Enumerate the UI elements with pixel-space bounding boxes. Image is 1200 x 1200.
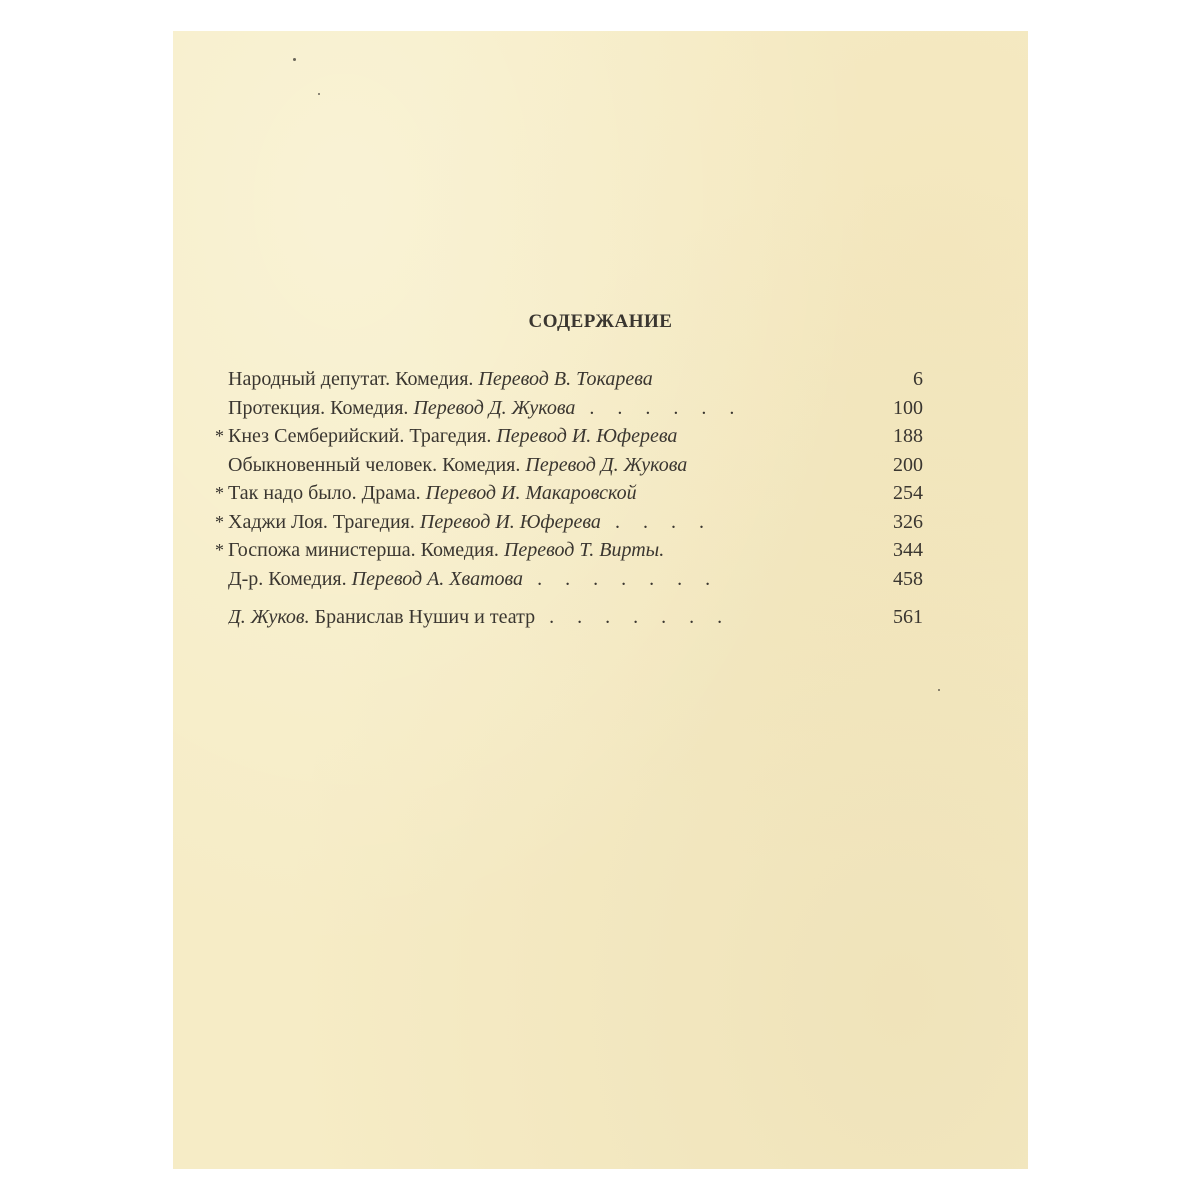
entry-title: Так надо было. Драма. — [228, 482, 426, 504]
toc-entry-text — [228, 451, 840, 480]
toc-entry — [223, 451, 923, 480]
entry-translator: Перевод И. Макаровской — [425, 482, 637, 504]
toc-entry — [223, 394, 923, 423]
asterisk-mark: * — [215, 483, 224, 503]
page-number: 6 — [913, 368, 923, 390]
page-number: 344 — [893, 539, 923, 561]
page-number: 100 — [893, 396, 923, 419]
asterisk-mark: * — [215, 426, 224, 446]
page-title: СОДЕРЖАНИЕ — [528, 311, 673, 332]
toc-entry — [215, 508, 923, 537]
toc-entry-text — [228, 422, 840, 451]
entry-translator: Перевод А. Хватова — [351, 567, 524, 590]
page-number: 188 — [893, 425, 923, 447]
page-number: 254 — [893, 482, 923, 504]
book-page — [173, 31, 1028, 1169]
entry-title: Протекция. Комедия. — [228, 396, 414, 419]
toc-entry-text — [228, 603, 840, 632]
ink-speck — [938, 689, 940, 691]
toc-entry — [223, 365, 923, 394]
entry-author: Д. Жуков. — [228, 606, 310, 628]
toc-entry — [215, 536, 923, 565]
leader-dots: . . . . . . . — [523, 567, 720, 590]
toc-entry — [215, 479, 923, 508]
ink-speck — [318, 93, 320, 95]
toc-entry-text — [228, 365, 840, 394]
entry-translator: Перевод И. Юферева — [496, 425, 678, 447]
entry-title: Кнез Семберийский. Трагедия. — [228, 425, 497, 447]
entry-translator: Перевод Д. Жукова — [413, 396, 576, 419]
entry-translator: Перевод Д. Жукова — [525, 453, 688, 476]
toc-entry-text — [228, 536, 840, 565]
asterisk-mark: * — [215, 511, 224, 532]
toc-entry-text — [228, 565, 840, 594]
leader-dots: . . . . . . . — [535, 606, 732, 628]
toc-entry-text — [228, 479, 840, 508]
entry-title: Хаджи Лоя. Трагедия. — [228, 510, 420, 533]
entry-translator: Перевод В. Токарева — [478, 368, 653, 390]
entry-title: Бранислав Нушич и театр — [309, 606, 536, 628]
ink-speck — [293, 58, 296, 61]
entry-title: Обыкновенный человек. Комедия. — [228, 453, 526, 476]
toc-entry — [223, 565, 923, 594]
toc-entry-text — [228, 394, 840, 423]
page-number: 326 — [893, 510, 923, 533]
page-number: 561 — [893, 606, 923, 628]
entry-title: Госпожа министерша. Комедия. — [228, 539, 504, 561]
toc-entry — [215, 422, 923, 451]
toc-entry-afterword — [223, 603, 923, 632]
entry-title: Д-р. Комедия. — [228, 567, 352, 590]
entry-title: Народный депутат. Комедия. — [228, 368, 479, 390]
page-number: 458 — [893, 567, 923, 590]
page-number: 200 — [893, 453, 923, 476]
asterisk-mark: * — [215, 540, 224, 560]
leader-dots: . . . . . . — [575, 396, 744, 419]
entry-translator: Перевод И. Юферева — [419, 510, 601, 533]
leader-dots: . . . . — [600, 510, 713, 533]
toc-entry-text — [228, 508, 840, 537]
table-of-contents — [215, 365, 923, 632]
entry-translator: Перевод Т. Вирты. — [503, 539, 665, 561]
